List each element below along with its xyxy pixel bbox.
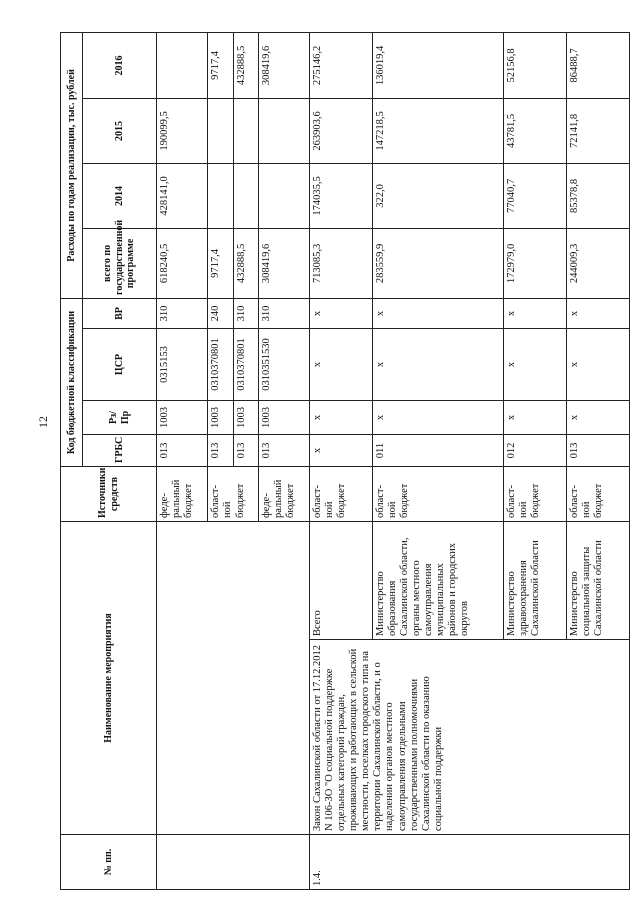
blank-num-cell [157,835,310,890]
y2014-cell: 85378,8 [567,163,630,228]
csr-cell: 0310370801 [208,329,233,401]
csr-cell: 0310351530 [258,329,309,401]
header-sources: Источники средств [61,467,157,522]
total-cell: 9717,4 [208,228,233,298]
y2016-cell: 136019,4 [372,32,503,98]
y2015-cell [208,98,233,163]
source-cell: област-ной бюджет [504,467,567,522]
header-num: № пп. [61,835,157,890]
item-name: Закон Сахалинской области от 17.12.2012 N 106-ЗО "О социальной поддержке отдельных категорий граждан, проживающих и работающих в сельской местности, поселках городского типа на территории Сахалинской области, и о наделении органов местного самоуправления отдельными государственными полномочиями Сахалинской области по оказанию социальной поддержки [310,640,630,835]
rotated-page [60,33,630,890]
total-cell: 308419,6 [258,228,309,298]
grbs-cell: 013 [208,435,233,467]
source-cell: област-ной бюджет [208,467,258,522]
csr-cell: 0310370801 [233,329,258,401]
total-cell: 432888,5 [233,228,258,298]
executor-cell: Всего [310,522,373,640]
grbs-cell: 013 [157,435,208,467]
rzpr-cell: х [504,401,567,435]
header-csr: ЦСР [83,329,157,401]
vr-cell: 240 [208,298,233,328]
y2014-cell: 428141,0 [157,163,208,228]
total-cell: 618240,5 [157,228,208,298]
total-cell: 283559,9 [372,228,503,298]
rzpr-cell: 1003 [208,401,233,435]
header-budget-code: Код бюджетной классификации [61,298,83,466]
header-rzpr: Рз/ Пр [83,401,157,435]
y2014-cell: 77040,7 [504,163,567,228]
y2014-cell: 174035,5 [310,163,373,228]
vr-cell: 310 [157,298,208,328]
y2016-cell: 52156,8 [504,32,567,98]
rzpr-cell: х [567,401,630,435]
csr-cell: х [372,329,503,401]
budget-table [60,32,630,890]
y2014-cell [233,163,258,228]
table-row [310,32,373,889]
y2014-cell: 322,0 [372,163,503,228]
rzpr-cell: х [372,401,503,435]
y2016-cell [157,32,208,98]
y2016-cell: 86488,7 [567,32,630,98]
page-number: 12 [36,416,50,428]
csr-cell: 0315153 [157,329,208,401]
y2014-cell [258,163,309,228]
grbs-cell: х [310,435,373,467]
vr-cell: х [372,298,503,328]
grbs-cell: 013 [567,435,630,467]
y2015-cell [258,98,309,163]
grbs-cell: 013 [233,435,258,467]
y2015-cell: 263903,6 [310,98,373,163]
rzpr-cell: 1003 [258,401,309,435]
header-vr: ВР [83,298,157,328]
vr-cell: х [567,298,630,328]
y2016-cell: 275146,2 [310,32,373,98]
total-cell: 713085,3 [310,228,373,298]
y2015-cell [233,98,258,163]
header-expenses: Расходы по годам реализации, тыс. рублей [61,32,83,298]
grbs-cell: 013 [258,435,309,467]
grbs-cell: 012 [504,435,567,467]
header-2015: 2015 [83,98,157,163]
vr-cell: х [310,298,373,328]
blank-name-cell [157,522,310,835]
header-2016: 2016 [83,32,157,98]
y2014-cell [208,163,233,228]
header-grbs: ГРБС [83,435,157,467]
source-cell: феде-ральный бюджет [157,467,208,522]
header-2014: 2014 [83,163,157,228]
y2016-cell: 9717,4 [208,32,233,98]
executor-cell: Министерство социальной защиты Сахалинской области [567,522,630,640]
y2015-cell: 72141,8 [567,98,630,163]
y2016-cell: 308419,6 [258,32,309,98]
y2015-cell: 43781,5 [504,98,567,163]
source-cell: област-ной бюджет [567,467,630,522]
rzpr-cell: 1003 [157,401,208,435]
total-cell: 172979,0 [504,228,567,298]
vr-cell: х [504,298,567,328]
source-cell: област-ной бюджет [372,467,503,522]
header-name: Наименование мероприятия [61,522,157,835]
csr-cell: х [310,329,373,401]
table-row [157,32,208,889]
y2016-cell: 432888,5 [233,32,258,98]
y2015-cell: 147218,5 [372,98,503,163]
item-number: 1.4. [310,835,630,890]
header-total: всего по государственной программе [83,228,157,298]
source-cell: феде-ральный бюджет [258,467,309,522]
rzpr-cell: х [310,401,373,435]
source-cell: област-ной бюджет [310,467,373,522]
vr-cell: 310 [233,298,258,328]
total-cell: 244009,3 [567,228,630,298]
grbs-cell: 011 [372,435,503,467]
csr-cell: х [504,329,567,401]
y2015-cell: 190099,5 [157,98,208,163]
executor-cell: Министерство образования Сахалинской области, органы местного самоуправления муниципальных районов и городских округов [372,522,503,640]
vr-cell: 310 [258,298,309,328]
rzpr-cell: 1003 [233,401,258,435]
csr-cell: х [567,329,630,401]
executor-cell: Министерство здравоохранения Сахалинской области [504,522,567,640]
